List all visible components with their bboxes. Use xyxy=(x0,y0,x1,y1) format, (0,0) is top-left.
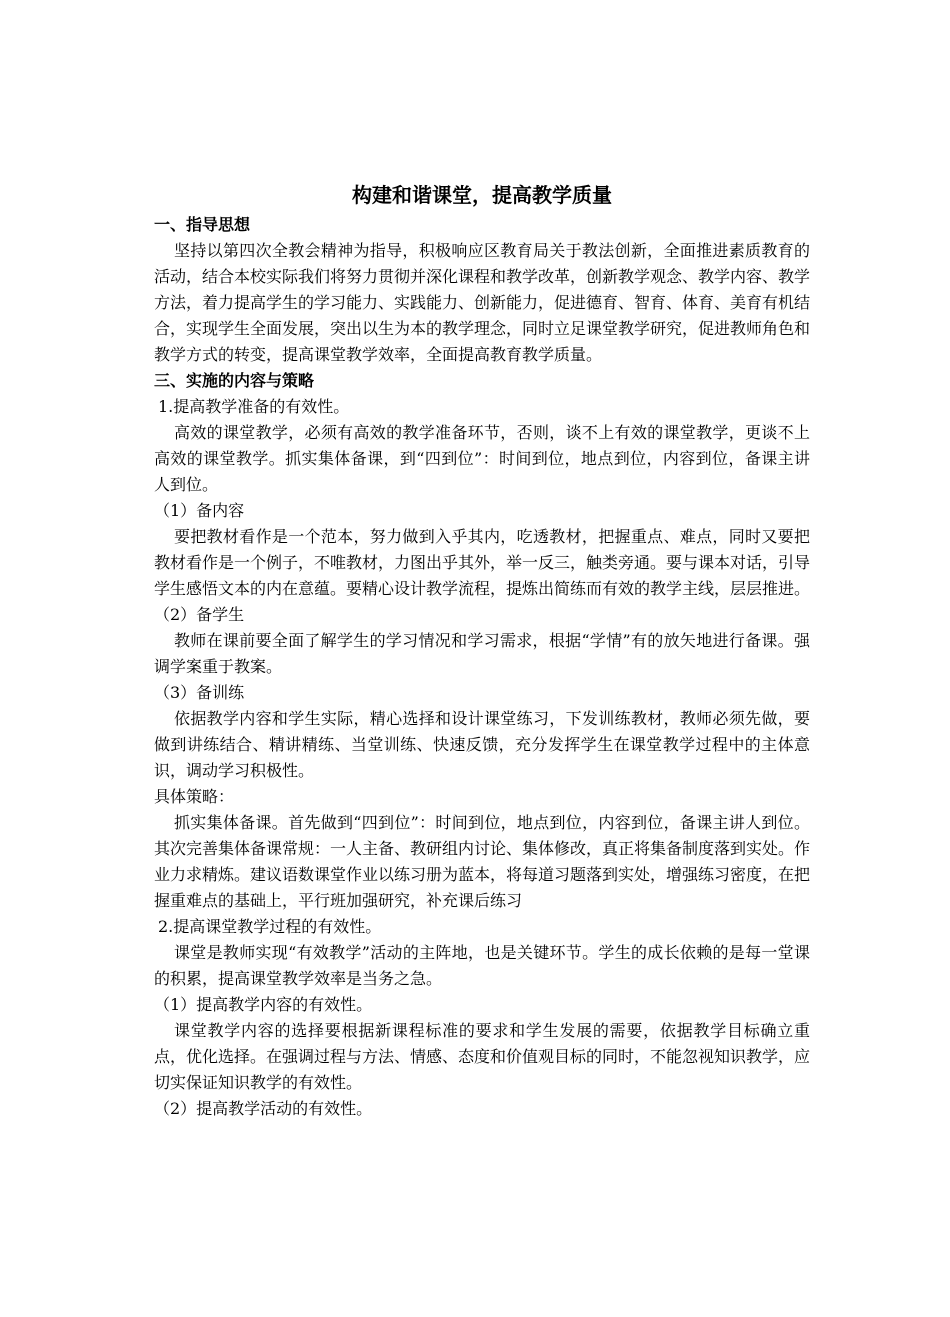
paragraph-classroom-process: 课堂是教师实现“有效教学”活动的主阵地，也是关键环节。学生的成长依赖的是每一堂课的积累，提高课堂教学效率是当务之急。 xyxy=(154,943,810,988)
paragraph-preparation: 高效的课堂教学，必须有高效的教学准备环节，否则，谈不上有效的课堂教学，更谈不上高效的课堂教学。抓实集体备课，到“四到位”：时间到位，地点到位，内容到位，备课主讲人到位。 xyxy=(154,423,810,494)
document-title: 构建和谐课堂，提高教学质量 xyxy=(352,183,612,207)
paragraph-strategy: 抓实集体备课。首先做到“四到位”：时间到位，地点到位，内容到位，备课主讲人到位。其次完善集体备课常规：一人主备、教研组内讨论、集体修改，真正将集备制度落到实处。作业力求精炼。建议语数课堂作业以练习册为蓝本，将每道习题落到实处，增强练习密度，在把握重难点的基础上，平行班加强研究，补充课后练习 xyxy=(154,813,811,910)
paragraph-students: 教师在课前要全面了解学生的学习情况和学习需求，根据“学情”有的放矢地进行备课。强调学案重于教案。 xyxy=(154,631,810,676)
paragraph-teaching-content: 课堂教学内容的选择要根据新课程标准的要求和学生发展的需要，依据教学目标确立重点，优化选择。在强调过程与方法、情感、态度和价值观目标的同时，不能忽视知识教学，应切实保证知识教学的有效性。 xyxy=(154,1021,811,1092)
subheading-content: （1）备内容 xyxy=(154,501,245,520)
subheading-students: （2）备学生 xyxy=(154,605,245,624)
item-heading-classroom-process: 2.提高课堂教学过程的有效性。 xyxy=(158,917,382,936)
paragraph-content: 要把教材看作是一个范本，努力做到入乎其内，吃透教材，把握重点、难点，同时又要把教材看作是一个例子，不唯教材，力图出乎其外，举一反三，触类旁通。要与课本对话，引导学生感悟文本的内在意蕴。要精心设计教学流程，提炼出简练而有效的教学主线，层层推进。 xyxy=(154,527,811,598)
subheading-training: （3）备训练 xyxy=(154,683,245,702)
subheading-teaching-activity: （2）提高教学活动的有效性。 xyxy=(154,1099,373,1118)
subheading-teaching-content: （1）提高教学内容的有效性。 xyxy=(154,995,373,1014)
document-page xyxy=(154,180,810,1122)
strategy-label: 具体策略： xyxy=(154,787,235,806)
section-heading-guiding-ideology: 一、指导思想 xyxy=(154,215,251,234)
item-heading-preparation: 1.提高教学准备的有效性。 xyxy=(158,397,350,416)
paragraph-training: 依据教学内容和学生实际，精心选择和设计课堂练习，下发训练教材，教师必须先做，要做到讲练结合、精讲精练、当堂训练、快速反馈，充分发挥学生在课堂教学过程中的主体意识，调动学习积极性。 xyxy=(154,709,810,780)
paragraph-guiding-ideology: 坚持以第四次全教会精神为指导，积极响应区教育局关于教法创新，全面推进素质教育的活动，结合本校实际我们将努力贯彻并深化课程和教学改革，创新教学观念、教学内容、教学方法，着力提高学生的学习能力、实践能力、创新能力，促进德育、智育、体育、美育有机结合，实现学生全面发展，突出以生为本的教学理念，同时立足课堂教学研究，促进教师角色和教学方式的转变，提高课堂教学效率，全面提高教育教学质量。 xyxy=(154,241,811,364)
section-heading-implementation: 三、实施的内容与策略 xyxy=(154,371,315,390)
